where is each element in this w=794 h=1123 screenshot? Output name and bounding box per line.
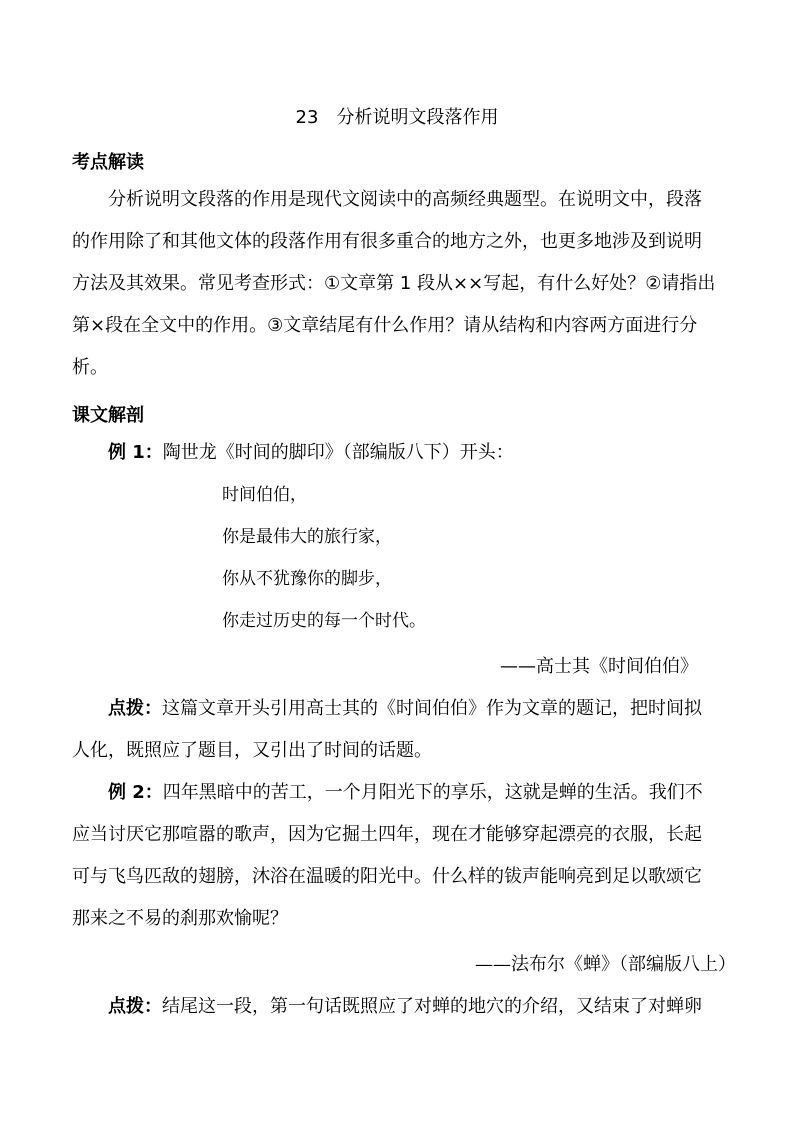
title-number: 23 bbox=[295, 107, 319, 128]
hint-text: 这篇文章开头引用高士其的《时间伯伯》作为文章的题记，把时间拟 bbox=[162, 698, 702, 719]
hint-text: 结尾这一段，第一句话既照应了对蝉的地穴的介绍，又结束了对蝉卵 bbox=[162, 996, 702, 1017]
poem-line: 你走过历史的每一个时代。 bbox=[222, 611, 426, 631]
example1-label: 例 1： bbox=[108, 442, 163, 463]
paragraph-line: 方法及其效果。常见考查形式：①文章第 1 段从××写起，有什么好处？②请指出 bbox=[72, 273, 716, 294]
example2-line: 那来之不易的刹那欢愉呢？ bbox=[72, 908, 288, 929]
example2-first-line: 四年黑暗中的苦工，一个月阳光下的享乐，这就是蝉的生活。我们不 bbox=[162, 782, 703, 803]
title-text: 分析说明文段落作用 bbox=[336, 107, 499, 128]
example2-line: 应当讨厌它那喧嚣的歌声，因为它掘土四年，现在才能够穿起漂亮的衣服，长起 bbox=[72, 824, 702, 845]
page-title bbox=[0, 103, 794, 129]
poem-line: 你从不犹豫你的脚步， bbox=[222, 569, 392, 589]
poem-line: 时间伯伯， bbox=[222, 485, 307, 505]
example2-attribution: ——法布尔《蝉》（部编版八上） bbox=[475, 954, 736, 975]
poem-line: 你是最伟大的旅行家， bbox=[222, 527, 392, 547]
example2-label: 例 2： bbox=[108, 782, 163, 803]
hint-label: 点拨： bbox=[108, 698, 162, 719]
example1-poem bbox=[222, 480, 426, 648]
section1-paragraph bbox=[72, 185, 722, 395]
example2-line: 可与飞鸟匹敌的翅膀，沐浴在温暖的阳光中。什么样的钹声能响亮到足以歌颂它 bbox=[72, 866, 702, 887]
paragraph-line: 第×段在全文中的作用。③文章结尾有什么作用？请从结构和内容两方面进行分 bbox=[72, 315, 698, 336]
example1-intro bbox=[72, 438, 722, 480]
example1-hint bbox=[72, 694, 722, 778]
example2-hint bbox=[72, 992, 722, 1034]
paragraph-line: 析。 bbox=[72, 357, 108, 378]
section-heading-kewen: 课文解剖 bbox=[72, 405, 144, 426]
hint-line: 人化，既照应了题目，又引出了时间的话题。 bbox=[72, 740, 432, 761]
section-heading-kaodian: 考点解读 bbox=[72, 152, 144, 173]
example1-text: 陶世龙《时间的脚印》（部编版八下）开头： bbox=[162, 442, 514, 463]
hint-label: 点拨： bbox=[108, 996, 162, 1017]
paragraph-line: 分析说明文段落的作用是现代文阅读中的高频经典题型。在说明文中，段落 bbox=[108, 189, 702, 210]
example1-attribution: ——高士其《时间伯伯》 bbox=[500, 656, 698, 677]
paragraph-line: 的作用除了和其他文体的段落作用有很多重合的地方之外，也更多地涉及到说明 bbox=[72, 231, 702, 252]
example2-paragraph bbox=[72, 778, 722, 946]
